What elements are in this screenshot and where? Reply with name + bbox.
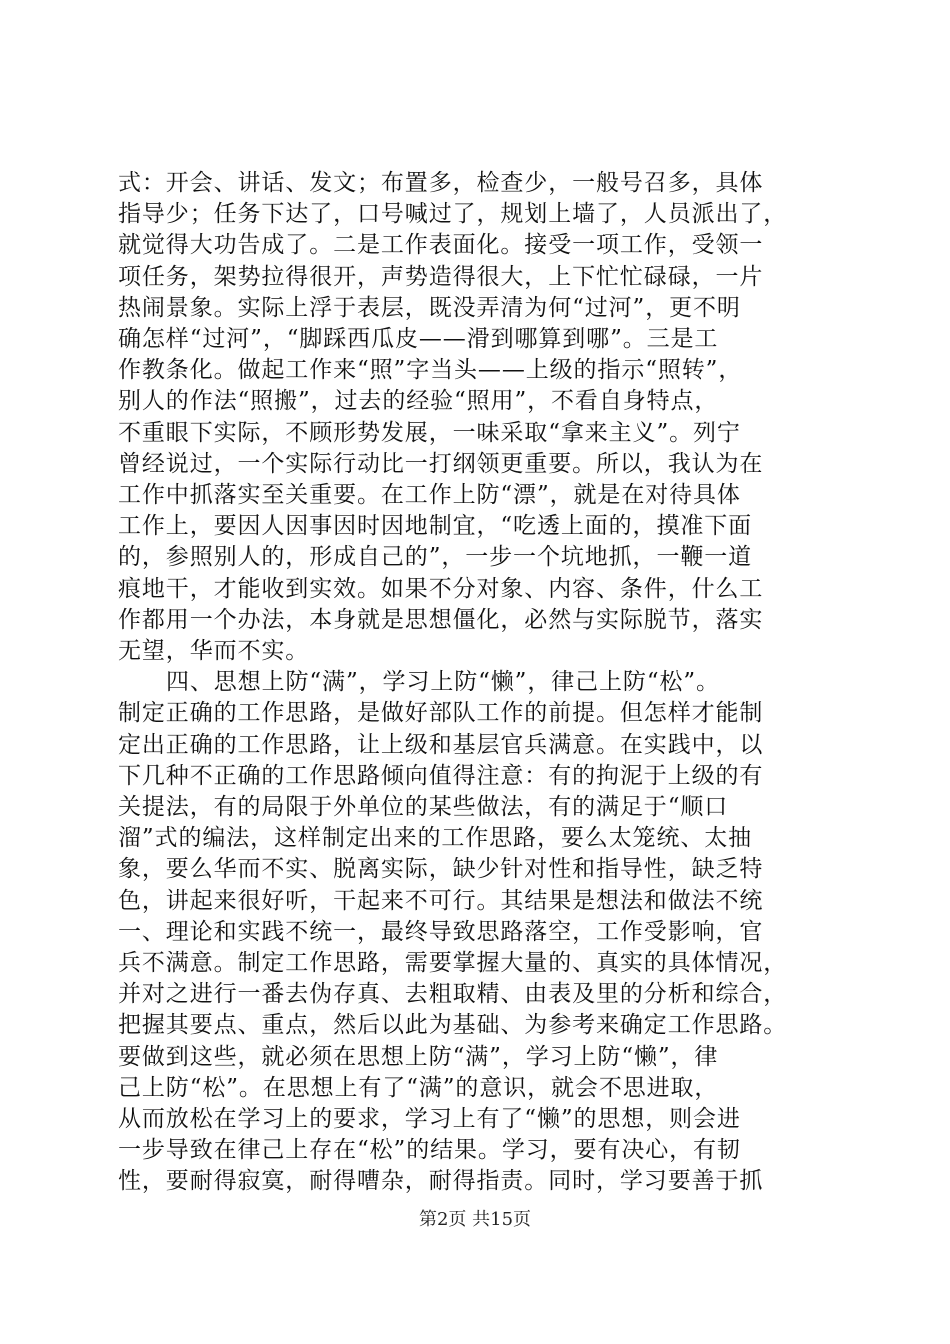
text-line: 己上防“松”。在思想上有了“满”的意识，就会不思进取， [118,1074,719,1101]
text-line: 就觉得大功告成了。二是工作表面化。接受一项工作，受领一 [118,232,764,259]
section-heading-line: 四、思想上防“满”，学习上防“懒”，律己上防“松”。 [166,669,720,696]
text-line: 曾经说过，一个实际行动比一打纲领更重要。所以，我认为在 [118,450,764,477]
text-line: 确怎样“过河”，“脚踩西瓜皮——滑到哪算到哪”。三是工 [118,326,719,352]
text-line: 无望，华而不实。 [118,638,310,664]
text-line: 不重眼下实际，不顾形势发展，一味采取“拿来主义”。列宁 [118,419,741,446]
text-line: 式：开会、讲话、发文；布置多，检查少，一般号召多，具体 [118,170,764,196]
text-line: 要做到这些，就必须在思想上防“满”，学习上防“懒”，律 [118,1043,719,1070]
text-line: 定出正确的工作思路，让上级和基层官兵满意。在实践中，以 [118,731,764,758]
text-line: 并对之进行一番去伪存真、去粗取精、由表及里的分析和综合， [118,981,788,1008]
text-line: 把握其要点、重点，然后以此为基础、为参考来确定工作思路。 [118,1012,788,1039]
text-line: 象，要么华而不实、脱离实际，缺少针对性和指导性，缺乏特 [118,856,764,883]
text-line: 作教条化。做起工作来“照”字当头——上级的指示“照转”， [118,357,743,384]
text-line: 热闹景象。实际上浮于表层，既没弄清为何“过河”，更不明 [118,294,741,321]
text-line: 关提法，有的局限于外单位的某些做法，有的满足于“顺口 [118,794,729,820]
text-line: 项任务，架势拉得很开，声势造得很大，上下忙忙碌碌，一片 [118,263,764,290]
text-line: 作都用一个办法，本身就是思想僵化，必然与实际脱节，落实 [118,606,764,633]
text-line: 溜”式的编法，这样制定出来的工作思路，要么太笼统、太抽 [118,825,753,852]
text-line: 兵不满意。制定工作思路，需要掌握大量的、真实的具体情况， [118,950,788,976]
text-line: 一步导致在律己上存在“松”的结果。学习，要有决心，有韧 [118,1137,741,1164]
text-line: 从而放松在学习上的要求，学习上有了“懒”的思想，则会进 [118,1106,741,1132]
page-number-footer: 第2页 共15页 [418,1209,532,1230]
text-line: 的，参照别人的，形成自己的”，一步一个坑地抓，一鞭一道 [118,544,753,571]
text-line: 痕地干，才能收到实效。如果不分对象、内容、条件，什么工 [118,575,764,602]
text-line: 制定正确的工作思路，是做好部队工作的前提。但怎样才能制 [118,700,764,727]
text-line: 性，要耐得寂寞，耐得嘈杂，耐得指责。同时，学习要善于抓 [118,1168,764,1195]
text-line: 色，讲起来很好听，干起来不可行。其结果是想法和做法不统 [118,887,764,914]
text-line: 别人的作法“照搬”，过去的经验“照用”，不看自身特点， [118,388,719,415]
text-line: 下几种不正确的工作思路倾向值得注意：有的拘泥于上级的有 [118,762,764,789]
text-line: 指导少；任务下达了，口号喊过了，规划上墙了，人员派出了， [118,201,788,228]
text-line: 工作上，要因人因事因时因地制宜，“吃透上面的，摸准下面 [118,513,753,540]
text-line: 一、理论和实践不统一，最终导致思路落空，工作受影响，官 [118,918,764,945]
text-line: 工作中抓落实至关重要。在工作上防“漂”，就是在对待具体 [118,482,741,508]
